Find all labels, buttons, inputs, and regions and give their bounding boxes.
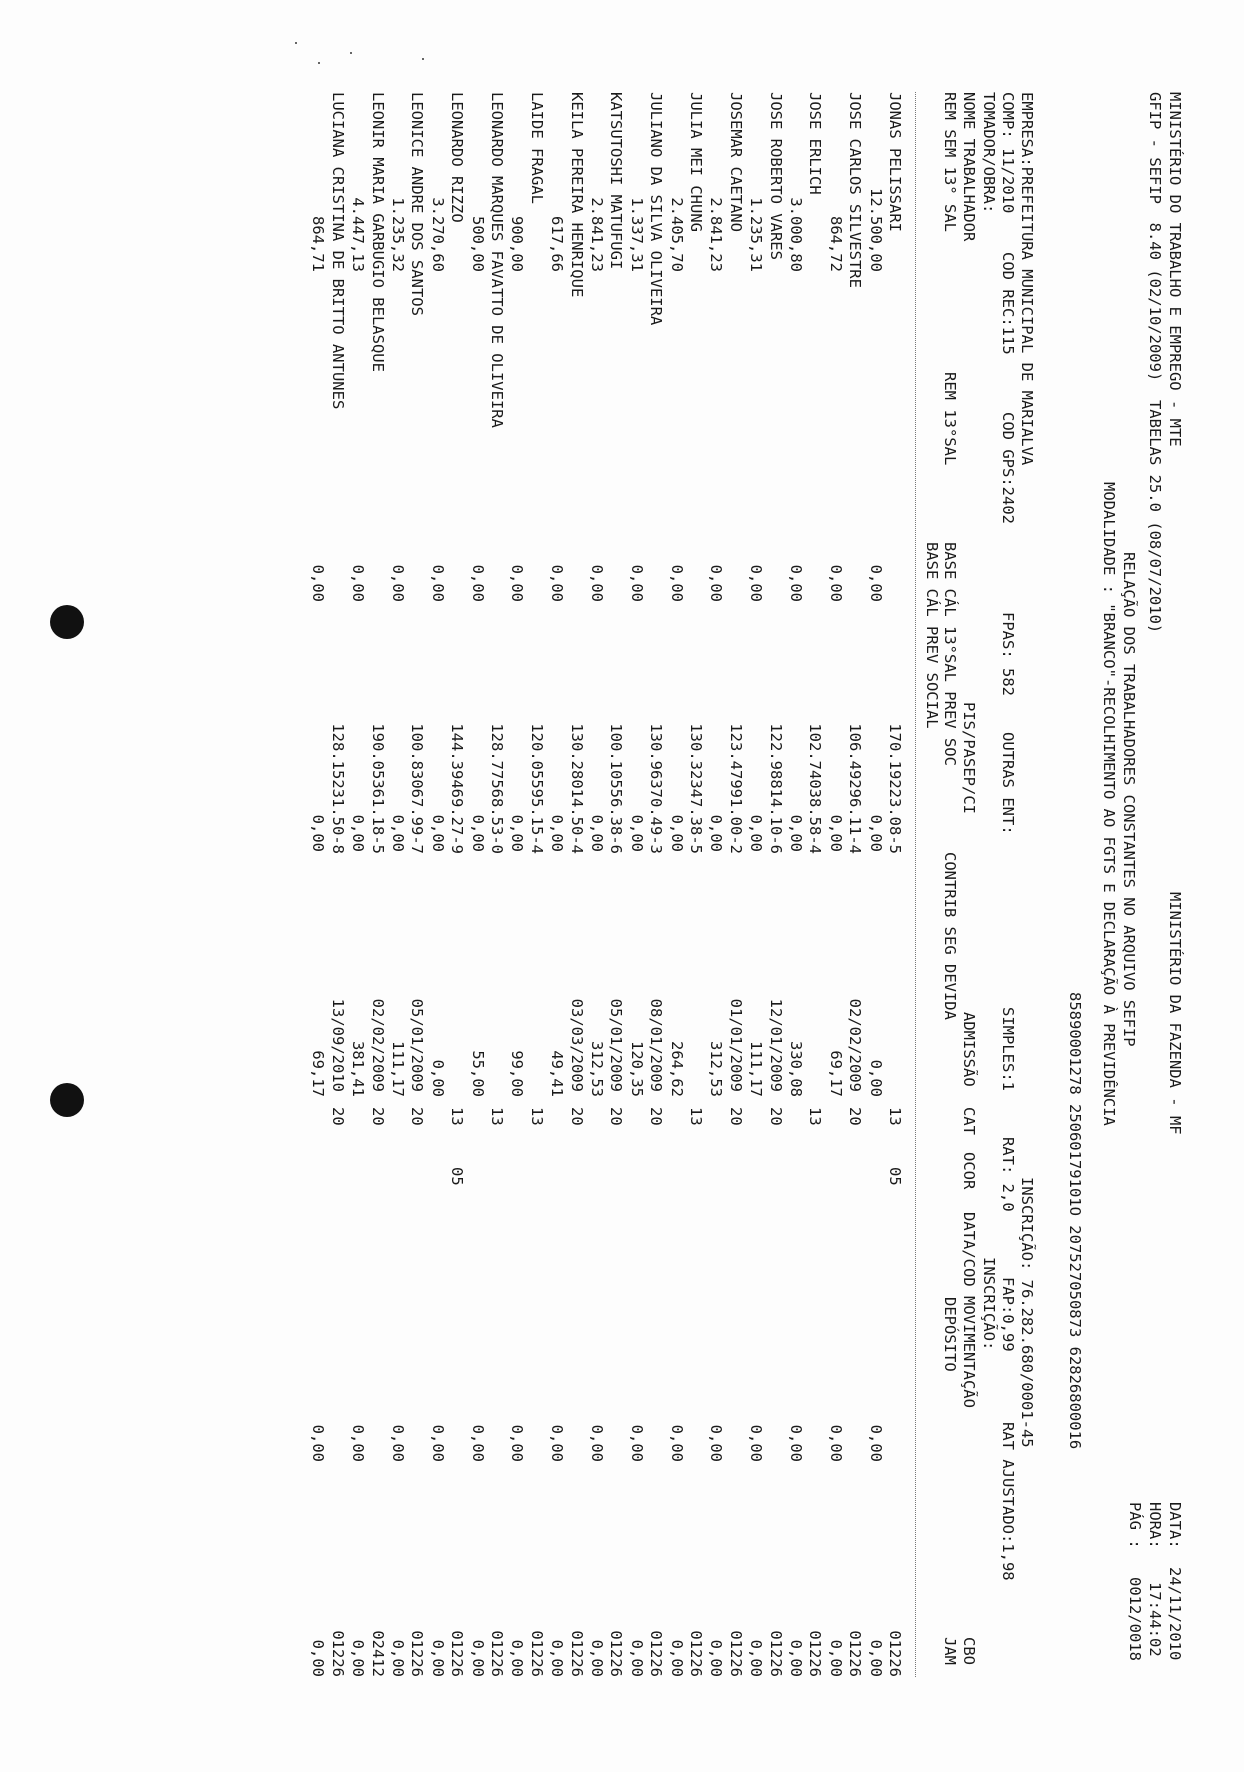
company-line-3 [979, 92, 998, 1351]
cell-contrib: 55,00 [468, 1050, 487, 1097]
cell-base-13: 0,00 [707, 814, 726, 852]
cell-jam: 0,00 [428, 1639, 447, 1677]
cell-cat: 20 [647, 1107, 666, 1126]
cell-cbo: 01226 [448, 1630, 467, 1677]
cell-cat: 20 [766, 1107, 785, 1126]
pag-label: PÁG : [1126, 1502, 1144, 1549]
cell-deposito: 0,00 [707, 1424, 726, 1462]
cell-rem-sem: 4.447,13 [349, 197, 368, 272]
outras-ent: OUTRAS ENT: [999, 732, 1017, 835]
column-header-row-1 [959, 92, 978, 1665]
cell-jam: 0,00 [707, 1639, 726, 1677]
cell-pis: 128.15231.50-8 [328, 723, 347, 854]
cell-rem-sem: 3.270,60 [428, 197, 447, 272]
cell-rem-sem: 2.841,23 [588, 197, 606, 272]
sefip-report [184, 92, 1184, 1742]
cell-cat: 20 [846, 1107, 865, 1126]
cell-deposito: 0,00 [866, 1424, 885, 1462]
ministry-right: MINISTÉRIO DA FAZENDA - MF [1166, 892, 1184, 1135]
cell-contrib: 264,62 [667, 1041, 686, 1097]
col-ocor: OCOR [960, 1152, 978, 1190]
cell-cbo: 01226 [408, 1630, 427, 1677]
cell-cbo: 01226 [687, 1630, 705, 1677]
cell-base-13: 0,00 [826, 814, 845, 852]
cell-nome: JOSEMAR CAETANO [726, 92, 745, 232]
cell-contrib: 69,17 [826, 1050, 845, 1097]
cell-jam: 0,00 [468, 1639, 487, 1677]
cell-cat: 13 [488, 1107, 506, 1126]
cell-cat: 13 [687, 1107, 705, 1126]
cell-admissao: 08/01/2009 [647, 998, 666, 1092]
cod-gps: COD GPS:2402 [999, 412, 1017, 524]
cell-deposito: 0,00 [508, 1424, 527, 1462]
cell-deposito: 0,00 [548, 1424, 567, 1462]
cell-nome: JONAS PELISSARI [886, 92, 904, 232]
cell-pis: 128.77568.53-0 [488, 723, 506, 854]
col-base-prev: BASE CÁL PREV SOCIAL [923, 542, 941, 729]
cell-jam: 0,00 [866, 1639, 885, 1677]
cell-deposito: 0,00 [667, 1424, 686, 1462]
cell-deposito: 0,00 [747, 1424, 766, 1462]
cell-deposito: 0,00 [428, 1424, 447, 1462]
comp: COMP: 11/2010 [999, 92, 1017, 214]
cell-base-13: 0,00 [389, 814, 407, 852]
barcode-line [1065, 92, 1084, 1450]
cod-rec: COD REC:115 [999, 252, 1017, 355]
col-cbo: CBO [960, 1637, 978, 1665]
col-rem-sem: REM SEM 13° SAL [941, 92, 959, 232]
cell-nome: KEILA PEREIRA HENRIQUE [567, 92, 586, 298]
cell-ocor: 05 [886, 1167, 904, 1186]
cell-cat: 13 [886, 1107, 904, 1126]
cell-cbo: 01226 [607, 1630, 626, 1677]
cell-rem-13: 0,00 [787, 564, 805, 602]
cell-rem-sem: 2.841,23 [707, 197, 726, 272]
col-nome: NOME TRABALHADOR [960, 92, 978, 242]
cell-rem-sem: 900,00 [508, 216, 527, 272]
cell-contrib: 120,35 [627, 1041, 646, 1097]
cell-rem-13: 0,00 [428, 564, 447, 602]
cell-base-13: 0,00 [309, 814, 328, 852]
cell-rem-13: 0,00 [627, 564, 646, 602]
cell-cbo: 01226 [846, 1630, 865, 1677]
cell-pis: 130.96370.49-3 [647, 723, 666, 854]
fap: FAP:0,99 [999, 1277, 1017, 1352]
scan-speck [295, 42, 297, 44]
cell-contrib: 330,08 [787, 1041, 805, 1097]
modalidade: MODALIDADE : "BRANCO"-RECOLHIMENTO AO FGTS E DECLARAÇÃO À PREVIDÊNCIA [1100, 482, 1118, 1126]
cell-jam: 0,00 [349, 1639, 368, 1677]
cell-jam: 0,00 [747, 1639, 766, 1677]
cell-cat: 20 [607, 1107, 626, 1126]
tomador: TOMADOR/OBRA: [980, 92, 998, 214]
simples: SIMPLES:1 [999, 1007, 1017, 1091]
cell-rem-13: 0,00 [747, 564, 766, 602]
header-separator [915, 92, 916, 1677]
data-label: DATA: [1166, 1502, 1184, 1549]
cell-deposito: 0,00 [468, 1424, 487, 1462]
cell-cbo: 01226 [886, 1630, 904, 1677]
cell-jam: 0,00 [627, 1639, 646, 1677]
ministry-left: MINISTÉRIO DO TRABALHO E EMPREGO - MTE [1166, 92, 1184, 447]
cell-rem-13: 0,00 [389, 564, 407, 602]
cell-admissao: 13/09/2010 [328, 998, 347, 1092]
cell-base-13: 0,00 [747, 814, 766, 852]
cell-contrib: 49,41 [548, 1050, 567, 1097]
header-line-2 [1145, 92, 1164, 1657]
cell-pis: 190.05361.18-5 [368, 723, 387, 854]
cell-rem-13: 0,00 [866, 564, 885, 602]
cell-pis: 123.47991.00-2 [726, 723, 745, 854]
cell-pis: 130.28014.50-4 [567, 723, 586, 854]
punch-hole-top [50, 605, 84, 639]
cell-rem-13: 0,00 [667, 564, 686, 602]
cell-nome: LUCIANA CRISTINA DE BRITTO ANTUNES [328, 92, 347, 410]
cell-jam: 0,00 [588, 1639, 606, 1677]
cell-cbo: 01226 [726, 1630, 745, 1677]
cell-pis: 170.19223.08-5 [886, 723, 904, 854]
cell-rem-13: 0,00 [349, 564, 368, 602]
cell-deposito: 0,00 [349, 1424, 368, 1462]
scan-speck [422, 58, 424, 60]
report-title: RELAÇÃO DOS TRABALHADORES CONSTANTES NO ARQUIVO SEFIP [1120, 552, 1138, 1047]
cell-cat: 20 [567, 1107, 586, 1126]
punch-hole-bottom [50, 1083, 84, 1117]
cell-rem-13: 0,00 [309, 564, 328, 602]
rat: RAT: 2,0 [999, 1137, 1017, 1212]
cell-pis: 106.49296.11-4 [846, 723, 865, 854]
cell-admissao: 02/02/2009 [846, 998, 865, 1092]
cell-cat: 13 [527, 1107, 546, 1126]
cell-contrib: 99,00 [508, 1050, 527, 1097]
cell-pis: 120.05595.15-4 [527, 723, 546, 854]
scan-speck [318, 62, 320, 64]
cell-deposito: 0,00 [826, 1424, 845, 1462]
cell-pis: 100.83067.99-7 [408, 723, 427, 854]
cell-rem-13: 0,00 [468, 564, 487, 602]
cell-rem-sem: 1.235,32 [389, 197, 407, 272]
cell-contrib: 0,00 [866, 1059, 885, 1097]
cell-contrib: 111,17 [389, 1041, 407, 1097]
col-contrib: CONTRIB SEG DEVIDA [941, 852, 959, 1020]
empresa: EMPRESA:PREFEITURA MUNICIPAL DE MARIALVA [1018, 92, 1036, 466]
cell-cat: 13 [448, 1107, 467, 1126]
cell-nome: JOSE CARLOS SILVESTRE [846, 92, 865, 288]
cell-jam: 0,00 [508, 1639, 527, 1677]
cell-rem-sem: 500,00 [468, 216, 487, 272]
cell-jam: 0,00 [548, 1639, 567, 1677]
cell-base-13: 0,00 [468, 814, 487, 852]
cell-cbo: 01226 [567, 1630, 586, 1677]
cell-pis: 100.10556.38-6 [607, 723, 626, 854]
cell-cat: 20 [408, 1107, 427, 1126]
cell-admissao: 02/02/2009 [368, 998, 387, 1092]
cell-base-13: 0,00 [349, 814, 368, 852]
cell-cbo: 02412 [368, 1630, 387, 1677]
cell-pis: 122.98814.10-6 [766, 723, 785, 854]
inscricao: INSCRIÇÃO: 76.282.680/0001-45 [1018, 1177, 1036, 1448]
cell-contrib: 111,17 [747, 1041, 766, 1097]
cell-nome: JOSE ERLICH [806, 92, 825, 195]
cell-deposito: 0,00 [588, 1424, 606, 1462]
col-rem-13: REM 13°SAL [941, 372, 959, 466]
cell-rem-13: 0,00 [508, 564, 527, 602]
cell-nome: LEONICE ANDRE DOS SANTOS [408, 92, 427, 316]
data-value: 24/11/2010 [1166, 1567, 1184, 1661]
cell-admissao: 05/01/2009 [408, 998, 427, 1092]
cell-nome: LAIDE FRAGAL [527, 92, 546, 204]
cell-contrib: 0,00 [428, 1059, 447, 1097]
cell-base-13: 0,00 [428, 814, 447, 852]
cell-rem-sem: 864,71 [309, 216, 328, 272]
cell-cbo: 01226 [328, 1630, 347, 1677]
cell-cat: 13 [806, 1107, 825, 1126]
cell-rem-13: 0,00 [548, 564, 567, 602]
cell-rem-13: 0,00 [707, 564, 726, 602]
header-modalidade-line [1099, 92, 1118, 1126]
col-cat: CAT [960, 1107, 978, 1135]
cell-cbo: 01226 [647, 1630, 666, 1677]
cell-admissao: 12/01/2009 [766, 998, 785, 1092]
cell-cat: 20 [368, 1107, 387, 1126]
column-header-row-3 [922, 92, 941, 729]
cell-cat: 20 [328, 1107, 347, 1126]
cell-deposito: 0,00 [627, 1424, 646, 1462]
header-title-line [1119, 92, 1138, 1047]
cell-base-13: 0,00 [866, 814, 885, 852]
cell-pis: 102.74038.58-4 [806, 723, 825, 854]
cell-pis: 130.32347.38-5 [687, 723, 705, 854]
cell-jam: 0,00 [389, 1639, 407, 1677]
cell-rem-13: 0,00 [588, 564, 606, 602]
col-jam: JAM [941, 1637, 959, 1665]
cell-nome: JULIANO DA SILVA OLIVEIRA [647, 92, 666, 326]
cell-cbo: 01226 [766, 1630, 785, 1677]
cell-base-13: 0,00 [548, 814, 567, 852]
cell-base-13: 0,00 [627, 814, 646, 852]
cell-nome: LEONARDO MARQUES FAVATTO DE OLIVEIRA [488, 92, 506, 428]
cell-base-13: 0,00 [508, 814, 527, 852]
header-line-1 [1165, 92, 1184, 1661]
scan-speck [350, 52, 352, 54]
cell-base-13: 0,00 [667, 814, 686, 852]
cell-rem-sem: 617,66 [548, 216, 567, 272]
cell-nome: KATSUTOSHI MATUFUGI [607, 92, 626, 270]
cell-base-13: 0,00 [787, 814, 805, 852]
rat-ajustado: RAT AJUSTADO:1,98 [999, 1422, 1017, 1581]
column-header-row-2 [940, 92, 959, 1665]
cell-cat: 20 [726, 1107, 745, 1126]
cell-contrib: 69,17 [309, 1050, 328, 1097]
cell-ocor: 05 [448, 1167, 467, 1186]
cell-contrib: 312,53 [707, 1041, 726, 1097]
cell-rem-sem: 2.405,70 [667, 197, 686, 272]
cell-rem-sem: 12.500,00 [866, 188, 885, 272]
cell-cbo: 01226 [488, 1630, 506, 1677]
cell-base-13: 0,00 [588, 814, 606, 852]
cell-deposito: 0,00 [389, 1424, 407, 1462]
cell-rem-sem: 1.337,31 [627, 197, 646, 272]
cell-jam: 0,00 [826, 1639, 845, 1677]
barcode-number: 85890001278 25060179101O 20752705087З 62826800016 [1066, 992, 1084, 1450]
cell-jam: 0,00 [787, 1639, 805, 1677]
cell-admissao: 01/01/2009 [726, 998, 745, 1092]
gfip-line: GFIP - SEFIP 8.40 (02/10/2009) TABELAS 25.0 (08/07/2010) [1146, 92, 1164, 634]
cell-jam: 0,00 [667, 1639, 686, 1677]
cell-nome: LEONIR MARIA GARBUGIO BELASQUE [368, 92, 387, 372]
cell-nome: JOSE ROBERTO VARES [766, 92, 785, 260]
hora-value: 17:44:02 [1146, 1582, 1164, 1657]
company-line-1 [1017, 92, 1036, 1448]
cell-rem-sem: 864,72 [826, 216, 845, 272]
company-line-2 [998, 92, 1017, 1581]
col-pis: PIS/PASEP/CI [960, 702, 978, 814]
cell-deposito: 0,00 [787, 1424, 805, 1462]
hora-label: HORA: [1146, 1502, 1164, 1549]
cell-cbo: 01226 [527, 1630, 546, 1677]
cell-contrib: 312,53 [588, 1041, 606, 1097]
col-base-13: BASE CÁL 13°SAL PREV SOC [941, 542, 959, 766]
pag-value: 0012/0018 [1126, 1577, 1144, 1661]
col-deposito: DEPÓSITO [941, 1297, 959, 1372]
cell-contrib: 381,41 [349, 1041, 368, 1097]
fpas: FPAS: 582 [999, 612, 1017, 696]
cell-pis: 144.39469.27-9 [448, 723, 467, 854]
cell-cbo: 01226 [806, 1630, 825, 1677]
cell-nome: LEONARDO RIZZO [448, 92, 467, 223]
cell-admissao: 03/03/2009 [567, 998, 586, 1092]
cell-deposito: 0,00 [309, 1424, 328, 1462]
cell-rem-sem: 1.235,31 [747, 197, 766, 272]
cell-rem-sem: 3.000,80 [787, 197, 805, 272]
col-admissao: ADMISSÃO [960, 1012, 978, 1087]
cell-rem-13: 0,00 [826, 564, 845, 602]
inscricao-tomador: INSCRIÇÃO: [980, 1257, 998, 1351]
cell-admissao: 05/01/2009 [607, 998, 626, 1092]
col-movimentacao: DATA/COD MOVIMENTAÇÃO [960, 1212, 978, 1408]
cell-nome: JULIA MEI CHUNG [687, 92, 705, 232]
cell-jam: 0,00 [309, 1639, 328, 1677]
